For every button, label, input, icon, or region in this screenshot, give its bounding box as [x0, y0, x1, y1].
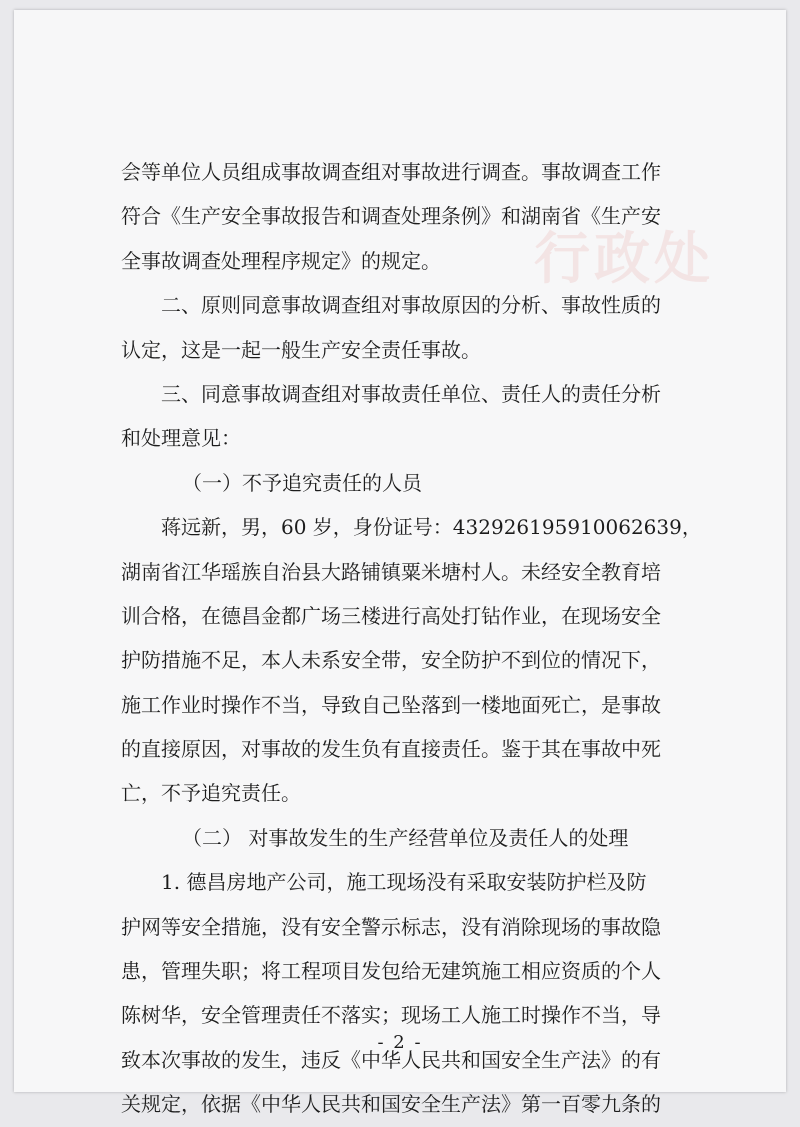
section-heading: （一）不予追究责任的人员 [182, 470, 422, 495]
text-line: 会等单位人员组成事故调查组对事故进行调查。事故调查工作 [121, 160, 661, 184]
paragraph-start: 1. 德昌房地产公司，施工现场没有采取安装防护栏及防 [161, 870, 647, 895]
text-line: 陈树华，安全管理责任不落实；现场工人施工时操作不当，导 [121, 1003, 661, 1028]
page-number: - 2 - [377, 1032, 423, 1053]
bleed-through-stamp: 行政处 [534, 226, 714, 292]
text-line: 符合《生产安全事故报告和调查处理条例》和湖南省《生产安 [121, 204, 661, 229]
text-line: 认定，这是一起一般生产安全责任事故。 [121, 337, 481, 362]
document-page [14, 10, 786, 1117]
text-line: 亡，不予追究责任。 [121, 781, 301, 806]
text-line: 的直接原因，对事故的发生负有直接责任。鉴于其在事故中死 [121, 737, 661, 762]
text-line: 护防措施不足，本人未系安全带，安全防护不到位的情况下， [121, 648, 661, 673]
text-line: 训合格，在德昌金都广场三楼进行高处打钻作业，在现场安全 [121, 603, 661, 628]
text-line: 致本次事故的发生，违反《中华人民共和国安全生产法》的有 [121, 1047, 661, 1072]
text-line: 和处理意见： [121, 426, 241, 451]
paragraph-start: 蒋远新，男，60 岁，身份证号：432926195910062639， [161, 515, 702, 540]
text-line: 全事故调查处理程序规定》的规定。 [121, 248, 441, 273]
section-heading: （二） 对事故发生的生产经营单位及责任人的处理 [182, 825, 629, 850]
body-text [121, 150, 701, 1127]
paragraph-start: 三、同意事故调查组对事故责任单位、责任人的责任分析 [161, 381, 661, 406]
paragraph-start: 二、原则同意事故调查组对事故原因的分析、事故性质的 [161, 293, 661, 318]
text-line: 患，管理失职；将工程项目发包给无建筑施工相应资质的个人 [121, 959, 661, 984]
text-line: 护网等安全措施，没有安全警示标志，没有消除现场的事故隐 [121, 914, 661, 939]
text-line: 施工作业时操作不当，导致自己坠落到一楼地面死亡，是事故 [121, 692, 661, 717]
text-line: 关规定，依据《中华人民共和国安全生产法》第一百零九条的 [121, 1092, 661, 1117]
text-line: 湖南省江华瑶族自治县大路铺镇粟米塘村人。未经安全教育培 [121, 559, 661, 584]
